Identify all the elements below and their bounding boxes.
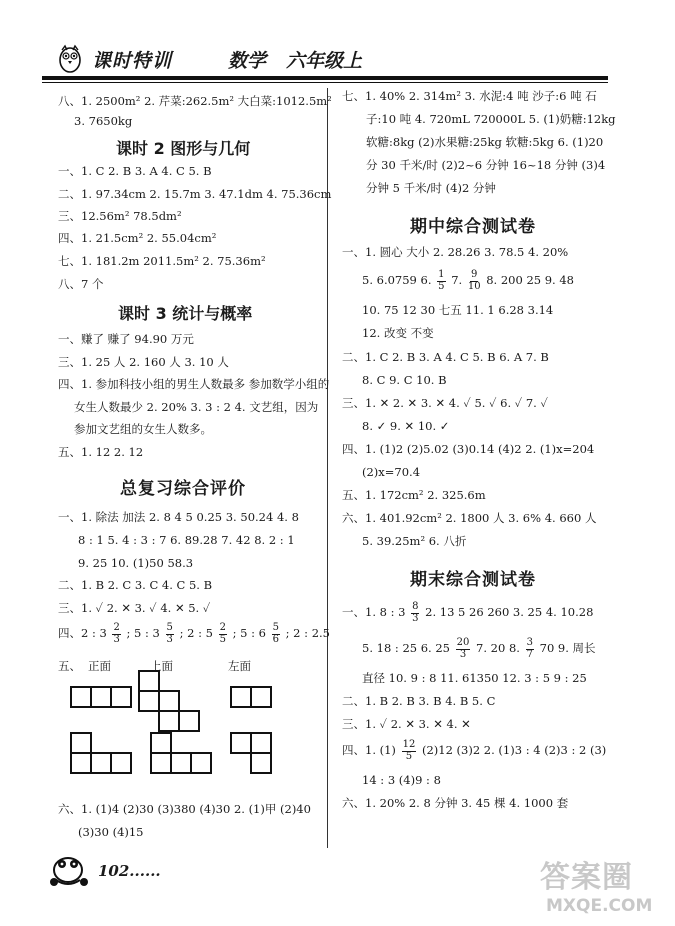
- answer-line: (2)x=70.4: [362, 465, 421, 479]
- answer-text: 70 9. 周长: [539, 641, 596, 655]
- answer-line: 一、1. 除法 加法 2. 8 4 5 0.25 3. 50.24 4. 8: [58, 510, 299, 524]
- answer-line: 一、1. 圆心 大小 2. 28.26 3. 78.5 4. 20%: [342, 245, 569, 259]
- section-title: 期末综合测试卷: [410, 570, 536, 590]
- answer-line: 14 : 3 (4)9 : 8: [362, 773, 441, 787]
- view-square: [190, 752, 212, 774]
- grade-label: 六年级上: [286, 50, 363, 72]
- view-square: [150, 732, 172, 754]
- answer-text: 四、2 : 3: [58, 626, 107, 640]
- answer-line-fractions: [362, 638, 596, 660]
- answer-line: 三、1. ✓ 2. ✕ 3. ✕ 4. ✕: [342, 717, 471, 731]
- answer-line: 三、12.56m² 78.5dm²: [58, 209, 182, 223]
- view-label-top: 上面: [150, 659, 173, 673]
- denominator: 3: [459, 648, 467, 660]
- answer-line: 分钟 5 千米/时 (4)2 分钟: [366, 181, 496, 195]
- answer-text: ; 2 : 5: [179, 626, 213, 640]
- answer-line: 七、1. 40% 2. 314m² 3. 水泥:4 吨 沙子:6 吨 石: [342, 89, 597, 103]
- view-square: [250, 732, 272, 754]
- answer-line: 参加文艺组的女生人数多。: [74, 422, 212, 436]
- watermark-logo: 答案圈: [540, 860, 633, 895]
- answer-line: 软糖:8kg (2)水果糖:25kg 软糖:5kg 6. (1)20: [366, 135, 604, 149]
- answer-line: 子:10 吨 4. 720mL 720000L 5. (1)奶糖:12kg: [366, 112, 616, 126]
- column-divider: [327, 88, 328, 848]
- answer-line: 10. 75 12 30 七五 11. 1 6.28 3.14: [362, 303, 554, 317]
- book-title: 课时特训: [92, 50, 173, 72]
- answer-line: 一、1. C 2. B 3. A 4. C 5. B: [58, 164, 212, 178]
- numerator: 1: [438, 269, 445, 280]
- view-square: [250, 686, 272, 708]
- answer-line: 8. ✓ 9. ✕ 10. ✓: [362, 419, 450, 433]
- answer-line: 八、7 个: [58, 277, 104, 291]
- denominator: 6: [272, 633, 279, 645]
- answer-text: 2. 13 5 26 260 3. 25 4. 10.28: [425, 605, 594, 619]
- answer-line-fractions: [362, 270, 574, 292]
- fraction: [456, 638, 471, 660]
- answer-text: 一、1. 8 : 3: [342, 605, 406, 619]
- answer-text: 7.: [451, 273, 463, 287]
- answer-line: 五、1. 12 2. 12: [58, 445, 144, 459]
- answer-line: 三、1. ✕ 2. ✕ 3. ✕ 4. ✓ 5. ✓ 6. ✓ 7. ✓: [342, 396, 548, 410]
- page-number: 102......: [98, 862, 161, 880]
- view-square: [170, 752, 192, 774]
- section-title: 课时 2 图形与几何: [116, 139, 251, 158]
- numerator: 2: [113, 622, 120, 633]
- denominator: 3: [113, 633, 120, 645]
- answer-line: 六、1. 401.92cm² 2. 1800 人 3. 6% 4. 660 人: [342, 511, 597, 525]
- answer-line: 二、1. C 2. B 3. A 4. C 5. B 6. A 7. B: [342, 350, 549, 364]
- answer-line: 四、1. 21.5cm² 2. 55.04cm²: [58, 231, 217, 245]
- answer-line: (3)30 (4)15: [78, 825, 144, 839]
- answer-line: 六、1. 20% 2. 8 分钟 3. 45 棵 4. 1000 套: [342, 796, 569, 810]
- answer-line: 七、1. 181.2m 2011.5m² 2. 75.36m²: [58, 254, 266, 268]
- view-square: [70, 686, 92, 708]
- owl-mascot-icon: [58, 44, 82, 74]
- answer-line: 八、1. 2500m² 2. 芹菜:262.5m² 大白菜:1012.5m²: [58, 94, 332, 108]
- view-square: [150, 752, 172, 774]
- view-square: [158, 710, 180, 732]
- denominator: 5: [219, 633, 226, 645]
- denominator: 7: [526, 648, 533, 660]
- fraction: [411, 602, 419, 624]
- answer-line-fractions: [58, 623, 330, 645]
- fraction: [272, 623, 280, 645]
- fraction: [402, 740, 417, 762]
- answer-line-fractions: [342, 602, 593, 624]
- numerator: 5: [166, 622, 173, 633]
- answer-text: ; 2 : 2.5: [285, 626, 330, 640]
- view-square: [90, 686, 112, 708]
- answer-line: 六、1. (1)4 (2)30 (3)380 (4)30 2. (1)甲 (2)40: [58, 802, 311, 816]
- answer-line: 12. 改变 不变: [362, 326, 434, 340]
- fraction: [112, 623, 120, 645]
- answer-line: 8 : 1 5. 4 : 3 : 7 6. 89.28 7. 42 8. 2 : 1: [78, 533, 295, 547]
- answer-line: 5. 39.25m² 6. 八折: [362, 534, 467, 548]
- section-title: 期中综合测试卷: [410, 217, 536, 237]
- numerator: 12: [402, 739, 416, 750]
- view-square: [138, 670, 160, 692]
- fraction: [468, 270, 481, 292]
- answer-text: (2)12 (3)2 2. (1)3 : 4 (2)3 : 2 (3): [421, 743, 607, 757]
- answer-line: 三、1. ✓ 2. ✕ 3. ✓ 4. ✕ 5. ✓: [58, 601, 211, 615]
- view-square: [158, 690, 180, 712]
- view-square: [250, 752, 272, 774]
- numerator: 8: [412, 601, 419, 612]
- answer-text: 5. 18 : 25 6. 25: [362, 641, 450, 655]
- watermark-url: MXQE.COM: [546, 896, 653, 916]
- denominator: 10: [467, 280, 481, 292]
- view-square: [138, 690, 160, 712]
- numerator: 5: [272, 622, 279, 633]
- fraction: [526, 638, 534, 660]
- fraction: [166, 623, 174, 645]
- answer-line: 分 30 千米/时 (2)2~6 分钟 16~18 分钟 (3)4: [366, 158, 606, 172]
- view-square: [70, 752, 92, 774]
- denominator: 5: [405, 750, 413, 762]
- numerator: 3: [526, 637, 533, 648]
- view-square: [230, 686, 252, 708]
- answer-line: 二、1. B 2. B 3. B 4. B 5. C: [342, 694, 496, 708]
- answer-text: ; 5 : 6: [232, 626, 266, 640]
- view-square: [230, 732, 252, 754]
- denominator: 3: [412, 612, 419, 624]
- answer-line: 四、1. (1)2 (2)5.02 (3)0.14 (4)2 2. (1)x=204: [342, 442, 595, 456]
- answer-line: 三、1. 25 人 2. 160 人 3. 10 人: [58, 355, 229, 369]
- mascot-footer-icon: [46, 846, 94, 888]
- answer-line: 四、1. 参加科技小组的男生人数最多 参加数学小组的: [58, 377, 330, 391]
- answer-line: 女生人数最少 2. 20% 3. 3 : 2 4. 文艺组，因为: [74, 400, 319, 414]
- answer-line: 直径 10. 9 : 8 11. 61350 12. 3 : 5 9 : 25: [362, 671, 587, 685]
- view-square: [90, 752, 112, 774]
- answer-line: 3. 7650kg: [74, 114, 133, 128]
- three-view-diagrams: [66, 659, 296, 782]
- header-rule: [42, 76, 608, 80]
- answer-line: 9. 25 10. (1)50 58.3: [78, 556, 194, 570]
- section-title: 课时 3 统计与概率: [118, 304, 253, 323]
- answer-text: 7. 20 8.: [476, 641, 520, 655]
- section-title: 总复习综合评价: [120, 479, 246, 499]
- answer-line: 二、1. B 2. C 3. C 4. C 5. B: [58, 578, 213, 592]
- denominator: 5: [438, 280, 445, 292]
- answer-line: 8. C 9. C 10. B: [362, 373, 447, 387]
- answer-text: ; 5 : 3: [126, 626, 160, 640]
- answer-text: 四、1. (1): [342, 743, 396, 757]
- answer-line-fractions: [342, 740, 606, 762]
- view-square: [178, 710, 200, 732]
- view-square: [110, 686, 132, 708]
- answer-line: 五、: [58, 659, 81, 673]
- header-rule-thin: [42, 82, 608, 83]
- fraction: [219, 623, 227, 645]
- denominator: 3: [166, 633, 173, 645]
- view-label-front: 正面: [88, 659, 111, 673]
- numerator: 9: [471, 269, 478, 280]
- numerator: 2: [219, 622, 226, 633]
- answer-text: 8. 200 25 9. 48: [486, 273, 575, 287]
- numerator: 20: [456, 637, 470, 648]
- answer-line: 五、1. 172cm² 2. 325.6m: [342, 488, 486, 502]
- view-square: [70, 732, 92, 754]
- view-label-left: 左面: [228, 659, 251, 673]
- view-square: [110, 752, 132, 774]
- answer-line: 二、1. 97.34cm 2. 15.7m 3. 47.1dm 4. 75.36cm: [58, 187, 332, 201]
- subject-label: 数学: [228, 50, 267, 72]
- answer-text: 5. 6.0759 6.: [362, 273, 432, 287]
- fraction: [437, 270, 445, 292]
- answer-line: 一、赚了 赚了 94.90 万元: [58, 332, 194, 346]
